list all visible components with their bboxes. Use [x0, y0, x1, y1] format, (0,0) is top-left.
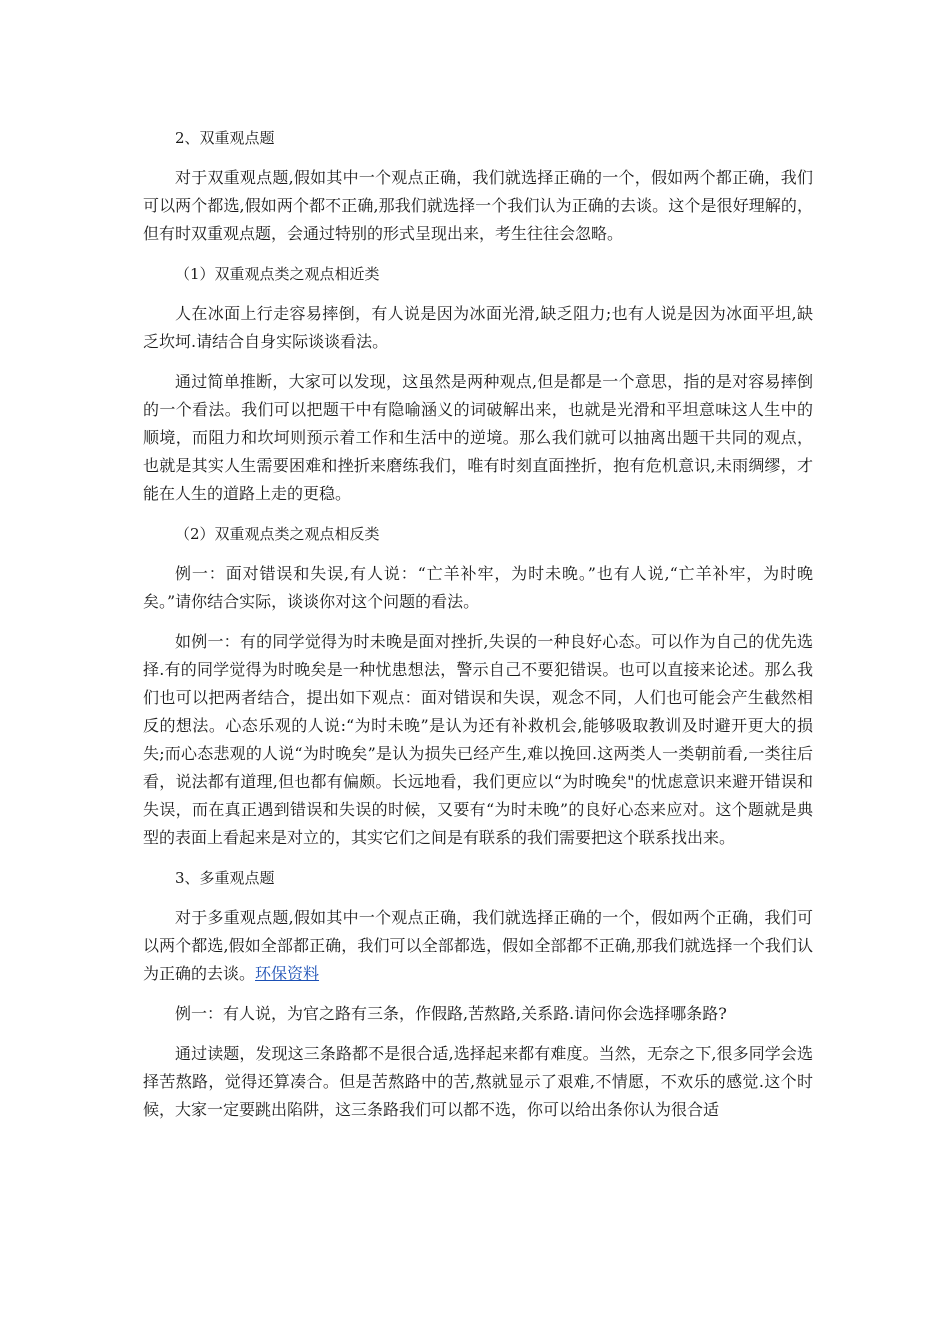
section-heading-double-viewpoint: 2、双重观点题: [175, 129, 275, 147]
paragraph: 对于双重观点题,假如其中一个观点正确，我们就选择正确的一个，假如两个都正确，我们可以两个都选,假如两个都不正确,那我们就选择一个我们认为正确的去谈。这个是很好理解的，但有时双重观点题，会通过特别的形式呈现出来，考生往往会忽略。: [143, 168, 813, 243]
section-heading-multiple-viewpoint: 3、多重观点题: [175, 869, 275, 887]
paragraph: 通过读题，发现这三条路都不是很合适,选择起来都有难度。当然，无奈之下,很多同学会选择苦熬路，觉得还算凑合。但是苦熬路中的苦,熬就显示了艰难,不情愿，不欢乐的感觉.这个时候，大家一定要跳出陷阱，这三条路我们可以都不选，你可以给出条你认为很合适: [143, 1044, 813, 1119]
subsection-heading-similar: （1）双重观点类之观点相近类: [175, 265, 380, 283]
paragraph: 例一：有人说，为官之路有三条，作假路,苦熬路,关系路.请问你会选择哪条路?: [175, 1004, 727, 1023]
subsection-heading-opposite: （2）双重观点类之观点相反类: [175, 525, 380, 543]
paragraph-text: 对于多重观点题,假如其中一个观点正确，我们就选择正确的一个，假如两个正确，我们可以两个都选,假如全部都正确，我们可以全部都选，假如全部都不正确,那我们就选择一个我们认为正确的去谈。: [143, 908, 813, 983]
document-body: [143, 124, 813, 1136]
paragraph: 如例一：有的同学觉得为时未晚是面对挫折,失误的一种良好心态。可以作为自己的优先选择.有的同学觉得为时晚矣是一种忧患想法，警示自己不要犯错误。也可以直接来论述。那么我们也可以把两者结合，提出如下观点：面对错误和失误，观念不同，人们也可能会产生截然相反的想法。心态乐观的人说:“为时未晚”是认为还有补救机会,能够吸取教训及时避开更大的损失;而心态悲观的人说“为时晚矣”是认为损失已经产生,难以挽回.这两类人一类朝前看,一类往后看，说法都有道理,但也都有偏颇。长远地看，我们更应以“为时晚矣"的忧虑意识来避开错误和失误，而在真正遇到错误和失误的时候，又要有“为时未晚”的良好心态来应对。这个题就是典型的表面上看起来是对立的，其实它们之间是有联系的我们需要把这个联系找出来。: [143, 632, 813, 847]
paragraph-with-link: [143, 904, 813, 988]
paragraph: 人在冰面上行走容易摔倒，有人说是因为冰面光滑,缺乏阻力;也有人说是因为冰面平坦,缺乏坎坷.请结合自身实际谈谈看法。: [143, 304, 813, 351]
paragraph: 通过简单推断，大家可以发现，这虽然是两种观点,但是都是一个意思，指的是对容易摔倒的一个看法。我们可以把题干中有隐喻涵义的词破解出来，也就是光滑和平坦意味这人生中的顺境，而阻力和坎坷则预示着工作和生活中的逆境。那么我们就可以抽离出题干共同的观点，也就是其实人生需要困难和挫折来磨练我们，唯有时刻直面挫折，抱有危机意识,未雨绸缪，才能在人生的道路上走的更稳。: [143, 372, 813, 503]
paragraph: 例一：面对错误和失误,有人说：“亡羊补牢，为时未晚。”也有人说,“亡羊补牢，为时晚矣。”请你结合实际，谈谈你对这个问题的看法。: [143, 564, 813, 611]
environment-info-link[interactable]: 环保资料: [255, 964, 320, 983]
